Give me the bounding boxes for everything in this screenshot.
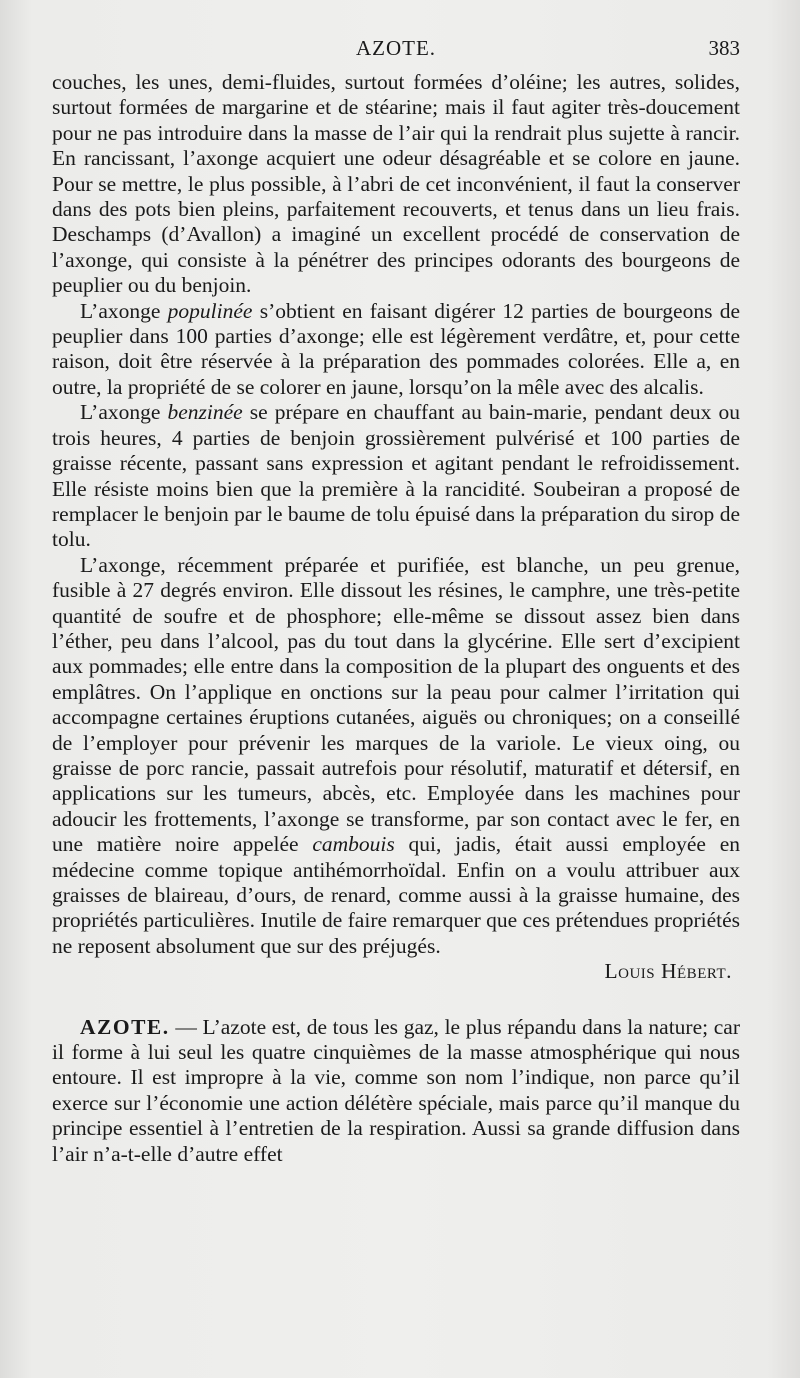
- page-number: 383: [708, 36, 740, 60]
- section-gap: [52, 985, 740, 1015]
- paragraph-text: L’axonge: [80, 298, 168, 323]
- paragraph-text: L’axonge, récemment préparée et purifiée, est blanche, un peu grenue, fusible à 27 degrés environ. Elle dissout les résines, le camphre, une très-petite quantité de soufre et de phosphore; elle-même se dissout assez bien dans l’éther, peu dans l’alcool, pas du tout dans la glycérine. Elle sert d’excipient aux pommades; elle entre dans la composition de la plupart des onguents et des emplâtres. On l’applique en onctions sur la peau pour calmer l’irritation qui accompagne certaines éruptions cutanées, aiguës ou chroniques; on a conseillé de l’employer pour prévenir les marques de la variole. Le vieux oing, ou graisse de porc rancie, passait autrefois pour résolutif, maturatif et détersif, en applications sur les tumeurs, abcès, etc. Employée dans les machines pour adoucir les frottements, l’axonge se transforme, par son contact avec le fer, en une matière noire appelée: [52, 552, 740, 857]
- paragraph-text: qui, jadis, était aussi employée en médecine comme topique antihémorrhoïdal. Enfin on a voulu attribuer aux graisses de blaireau, d’ours, de renard, comme aussi à la graisse humaine, des propriétés particulières. Inutile de faire remarquer que ces prétendues propriétés ne reposent absolument que sur des préjugés.: [52, 832, 740, 958]
- page-header: [52, 36, 740, 64]
- paragraph-continuation: couches, les unes, demi-fluides, surtout formées d’oléine; les autres, solides, surtout formées de margarine et de stéarine; mais il faut agiter très-doucement pour ne pas introduire dans la masse de l’air qui la rendrait plus sujette à rancir. En rancissant, l’axonge acquiert une odeur désagréable et se colore en jaune. Pour se mettre, le plus possible, à l’abri de cet inconvénient, il faut la conserver dans des pots bien pleins, parfaitement recouverts, et tenus dans un lieu frais. Deschamps (d’Avallon) a imaginé un excellent procédé de conservation de l’axonge, qui consiste à la pénétrer des principes odorants des bourgeons de peuplier ou du benjoin.: [52, 70, 740, 298]
- italic-term: cambouis: [312, 832, 395, 857]
- paragraph-text: s’obtient en faisant digérer 12 parties de bourgeons de peuplier dans 100 parties d’axonge; elle est légèrement verdâtre, et, pour cette raison, doit être réservée à la préparation des pommades colorées. Elle a, en outre, la propriété de se colorer en jaune, lorsqu’on la mêle avec des alcalis.: [52, 298, 740, 399]
- paragraph-text: — L’azote est, de tous les gaz, le plus répandu dans la nature; car il forme à lui seul les quatre cinquièmes de la masse atmosphérique qui nous entoure. Il est impropre à la vie, comme son nom l’indique, non parce qu’il exerce sur l’économie une action délétère spéciale, mais parce qu’il manque du principe essentiel à l’entretien de la respiration. Aussi sa grande diffusion dans l’air n’a-t-elle d’autre effet: [52, 1014, 740, 1166]
- entry-heading: AZOTE.: [80, 1014, 170, 1039]
- author-signature: Louis Hébert.: [604, 959, 732, 984]
- paragraph-axonge-benzinee: [52, 400, 740, 552]
- paragraph-axonge-properties: [52, 553, 740, 960]
- italic-term: populinée: [167, 298, 253, 323]
- italic-term: benzinée: [167, 400, 243, 425]
- running-head: AZOTE.: [355, 36, 437, 60]
- body-text: [52, 70, 740, 1167]
- paragraph-azote-entry: [52, 1015, 740, 1167]
- paragraph-text: se prépare en chauffant au bain-marie, pendant deux ou trois heures, 4 parties de benjoin grossièrement pulvérisé et 100 parties de graisse récente, passant sans expression et agitant pendant le refroidissement. Elle résiste moins bien que la première à la rancidité. Soubeiran a proposé de remplacer le benjoin par le baume de tolu épuisé dans la préparation du sirop de tolu.: [52, 400, 740, 552]
- paragraph-axonge-populinee: [52, 299, 740, 401]
- paragraph-text: L’axonge: [80, 400, 168, 425]
